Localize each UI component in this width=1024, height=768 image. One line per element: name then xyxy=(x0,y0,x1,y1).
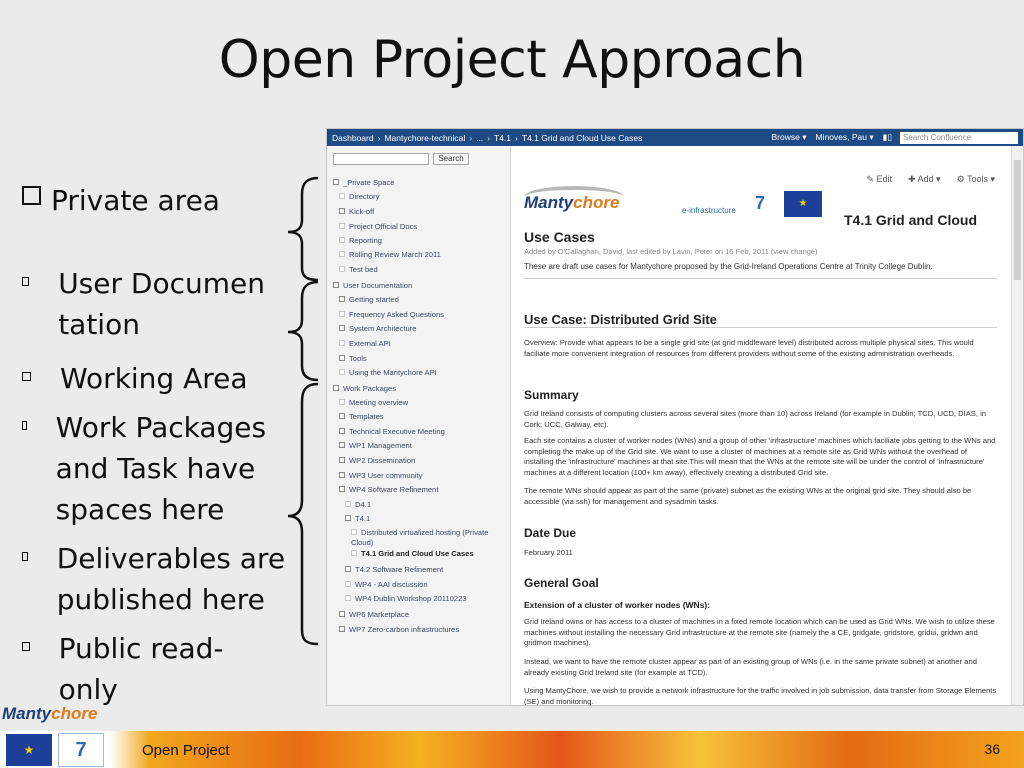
checkbox-bullet-icon xyxy=(22,186,41,205)
date-heading: Date Due xyxy=(524,526,577,540)
tree-item[interactable]: WP1 Management xyxy=(339,441,412,450)
bullet-text: Working Area xyxy=(60,362,248,395)
footer-label: Open Project xyxy=(142,742,230,759)
tools-menu-button[interactable]: ⚙ Tools ▾ xyxy=(956,174,995,184)
page-byline: Added by O'Callaghan, David, last edited by Lavin, Peter on 16 Feb, 2011 (view change) xyxy=(524,247,818,256)
bullet-text: Deliverables are published here xyxy=(56,542,286,616)
summary-paragraph: The remote WNs should appear as part of the same (private) subnet as the existing WNs at the original grid site. They should also be accessible (via ssh) for management and sysadmin tasks. xyxy=(524,486,972,506)
bullet-private-area xyxy=(22,180,220,221)
mantychore-logo: Mantychore xyxy=(524,193,620,212)
bullet-public-read-only xyxy=(22,628,237,710)
sidebar xyxy=(327,146,511,705)
divider xyxy=(524,327,997,328)
bullet-user-documentation xyxy=(22,263,272,345)
tree-item[interactable]: Test bed xyxy=(339,265,378,274)
square-bullet-icon xyxy=(22,277,29,286)
summary-heading: Summary xyxy=(524,388,579,402)
tree-item[interactable]: WP6 Marketplace xyxy=(339,610,409,619)
page-icon xyxy=(339,266,345,272)
page-title: Use Cases xyxy=(524,229,595,245)
page-icon xyxy=(339,237,345,243)
slide-footer xyxy=(0,731,1024,768)
tree-item[interactable]: D4.1 xyxy=(345,500,371,509)
tree-item[interactable]: Technical Executive Meeting xyxy=(339,427,445,436)
square-bullet-icon xyxy=(22,372,31,381)
page-icon xyxy=(345,595,351,601)
add-menu-button[interactable]: ✚ Add ▾ xyxy=(907,174,941,184)
expand-icon xyxy=(345,566,351,572)
page-description: These are draft use cases for Mantychore proposed by the Grid-Ireland Operations Centre at Trinity College Dublin. xyxy=(524,262,933,271)
tree-item[interactable]: WP4 Software Refinement xyxy=(339,485,438,494)
tree-item-current[interactable]: T4.1 Grid and Cloud Use Cases xyxy=(351,549,474,558)
tree-item[interactable]: T4.2 Software Refinement xyxy=(345,565,443,574)
scrollbar-thumb[interactable] xyxy=(1014,160,1021,280)
page-icon xyxy=(339,369,345,375)
breadcrumb-space[interactable]: Mantychore-technical xyxy=(384,132,466,143)
divider xyxy=(524,278,997,279)
page-icon xyxy=(351,550,357,556)
page-icon xyxy=(345,501,351,507)
tree-item[interactable]: Getting started xyxy=(339,295,399,304)
page-actions xyxy=(850,174,995,185)
expand-icon xyxy=(339,486,345,492)
confluence-topbar: Dashboard › Mantychore-technical › ... › T4.1 › T4.1 Grid and Cloud Use Cases Browse ▾ Minoves, Pau ▾ ▮▯ Search Confluence xyxy=(327,129,1023,146)
tree-item[interactable]: Rolling Review March 2011 xyxy=(339,250,441,259)
edit-button[interactable]: ✎ Edit xyxy=(866,174,892,184)
tree-item[interactable]: T4.1 xyxy=(345,514,370,523)
bullet-text: Private area xyxy=(51,184,220,217)
goal-paragraph: Instead, we want to have the remote cluster appear as part of an existing group of WNs (i.e. in the same private subnet) at another and already existing Grid Ireland site (for example at TCD). xyxy=(524,657,977,677)
tree-item[interactable]: External API xyxy=(339,339,391,348)
tree-item[interactable]: Frequency Asked Questions xyxy=(339,310,444,319)
bullet-text: Work Packages and Task have spaces here xyxy=(55,411,267,526)
summary-paragraph: Grid Ireland consists of computing clusters across several sites (more than 10) across Ireland (for example in Dublin; TCD, UCD, DIAS, in Cork; UCC, Galway, etc). xyxy=(524,409,986,429)
e-infrastructure-logo: e-infrastructure xyxy=(682,206,736,215)
tree-item[interactable]: Reporting xyxy=(339,236,382,245)
expand-icon xyxy=(339,611,345,617)
date-value: February 2011 xyxy=(524,548,573,557)
tree-item[interactable]: Distributed virtualized hosting (Private Cloud) xyxy=(351,528,489,547)
tree-item[interactable]: Project Official Docs xyxy=(339,222,417,231)
tree-item[interactable]: Templates xyxy=(339,412,384,421)
expand-icon xyxy=(339,296,345,302)
goal-heading: General Goal xyxy=(524,576,599,590)
tree-item[interactable]: User Documentation xyxy=(333,281,412,290)
page-icon xyxy=(339,311,345,317)
slide-title: Open Project Approach xyxy=(218,30,806,90)
bullet-working-area xyxy=(22,358,248,399)
browse-menu[interactable]: Browse ▾ xyxy=(771,132,807,142)
expand-icon xyxy=(339,355,345,361)
overview-text: Overview: Provide what appears to be a single grid site (at grid middleware level) distributed across multiple physical sites. This would faciliate more convenient integration of resources from different providers without some of the existing administration overheads. xyxy=(524,338,974,358)
breadcrumb-ellipsis[interactable]: ... xyxy=(476,132,484,143)
page-icon xyxy=(351,529,357,535)
eu-flag-icon: ★ xyxy=(6,734,52,766)
fp7-logo: 7 xyxy=(754,193,765,213)
user-menu[interactable]: Minoves, Pau ▾ xyxy=(815,132,874,142)
expand-icon xyxy=(339,325,345,331)
tree-item[interactable]: _Private Space xyxy=(333,178,395,187)
page-icon xyxy=(339,223,345,229)
confluence-screenshot xyxy=(326,128,1024,706)
expand-icon xyxy=(339,457,345,463)
breadcrumb-t41[interactable]: T4.1 xyxy=(494,132,512,143)
expand-icon xyxy=(333,282,339,288)
square-bullet-icon xyxy=(22,421,27,430)
tree-item[interactable]: WP4 - AAI discussion xyxy=(345,580,428,589)
expand-icon xyxy=(339,626,345,632)
bullet-work-packages xyxy=(22,407,284,530)
page-title-right: T4.1 Grid and Cloud xyxy=(844,212,978,228)
page-icon xyxy=(339,399,345,405)
bullet-text: User Documentation xyxy=(58,267,265,341)
expand-icon xyxy=(339,442,345,448)
page-content xyxy=(512,146,1011,705)
expand-icon xyxy=(333,385,339,391)
goal-subheading: Extension of a cluster of worker nodes (WNs): xyxy=(524,600,711,610)
breadcrumb-dashboard[interactable]: Dashboard xyxy=(332,132,374,143)
brace-private xyxy=(288,178,318,280)
bullet-text: Public read-only xyxy=(58,632,224,706)
square-bullet-icon xyxy=(22,642,30,651)
grouping-braces xyxy=(280,170,330,650)
tree-item[interactable]: Meeting overview xyxy=(339,398,408,407)
square-bullet-icon xyxy=(22,552,28,561)
mantychore-footer-logo: Mantychore xyxy=(2,704,98,723)
page-number: 36 xyxy=(984,741,1000,757)
expand-icon xyxy=(345,515,351,521)
tree-item[interactable]: Tools xyxy=(339,354,367,363)
page-icon xyxy=(339,251,345,257)
tree-item[interactable]: Work Packages xyxy=(333,384,396,393)
layout-toggle-icon[interactable]: ▮▯ xyxy=(882,132,892,142)
usecase-heading: Use Case: Distributed Grid Site xyxy=(524,312,717,327)
bullet-deliverables xyxy=(22,538,292,620)
fp7-logo: 7 xyxy=(58,733,104,767)
brace-work xyxy=(288,384,318,644)
page-icon xyxy=(345,581,351,587)
tree-item[interactable]: WP3 User community xyxy=(339,471,422,480)
tree-item[interactable]: Kick-off xyxy=(339,207,374,216)
scrollbar[interactable] xyxy=(1011,146,1023,705)
sidebar-search-button[interactable]: Search xyxy=(433,153,469,165)
tree-item[interactable]: System Architecture xyxy=(339,324,417,333)
tree-item[interactable]: Directory xyxy=(339,192,379,201)
page-icon xyxy=(339,340,345,346)
expand-icon xyxy=(339,413,345,419)
tree-item[interactable]: WP2 Dissemination xyxy=(339,456,415,465)
page-icon xyxy=(339,193,345,199)
expand-icon xyxy=(339,428,345,434)
eu-flag-icon: ★ xyxy=(784,191,822,217)
summary-paragraph: Each site contains a cluster of worker nodes (WNs) and a group of other 'infrastructure' machines which faciliate jobs getting to the WNs and completing the make up of the Grid site. We want to use a cluster of machines at a remote site as Grid WNs without the overhead of installing the 'infrastructure' machines at that site.This will mean that the WNs at the remote site will be under the control of 'infrastructure' machines at a different location (100+ km away), effectively creating a distributed Grid site. xyxy=(524,436,996,477)
goal-paragraph: Grid Ireland owns or has access to a cluster of machines in a fixed remote location which can be used as Grid WNs. We wish to utilize these machines without installing the necessary Grid infrastructure at the remote site (namely the a CE, gridgate, gridstore, gridui, gridwn and gridmon machines). xyxy=(524,617,995,647)
expand-icon xyxy=(339,472,345,478)
goal-paragraph: Using MantyChore, we wish to provide a network infrastructure for the traffic involved in job submission, data transfer from Storage Elements (SE) and monitoring. xyxy=(524,686,997,706)
breadcrumb-current[interactable]: T4.1 Grid and Cloud Use Cases xyxy=(521,132,643,143)
confluence-search-input[interactable]: Search Confluence xyxy=(900,132,1018,144)
tree-item[interactable]: WP7 Zero-carbon infrastructures xyxy=(339,625,459,634)
brace-docs xyxy=(288,282,318,380)
sidebar-search-input[interactable] xyxy=(333,153,429,165)
expand-icon xyxy=(333,179,339,185)
tree-item[interactable]: WP4 Dublin Workshop 20110223 xyxy=(345,594,467,603)
tree-item[interactable]: Using the Mantychore API xyxy=(339,368,437,377)
expand-icon xyxy=(339,208,345,214)
